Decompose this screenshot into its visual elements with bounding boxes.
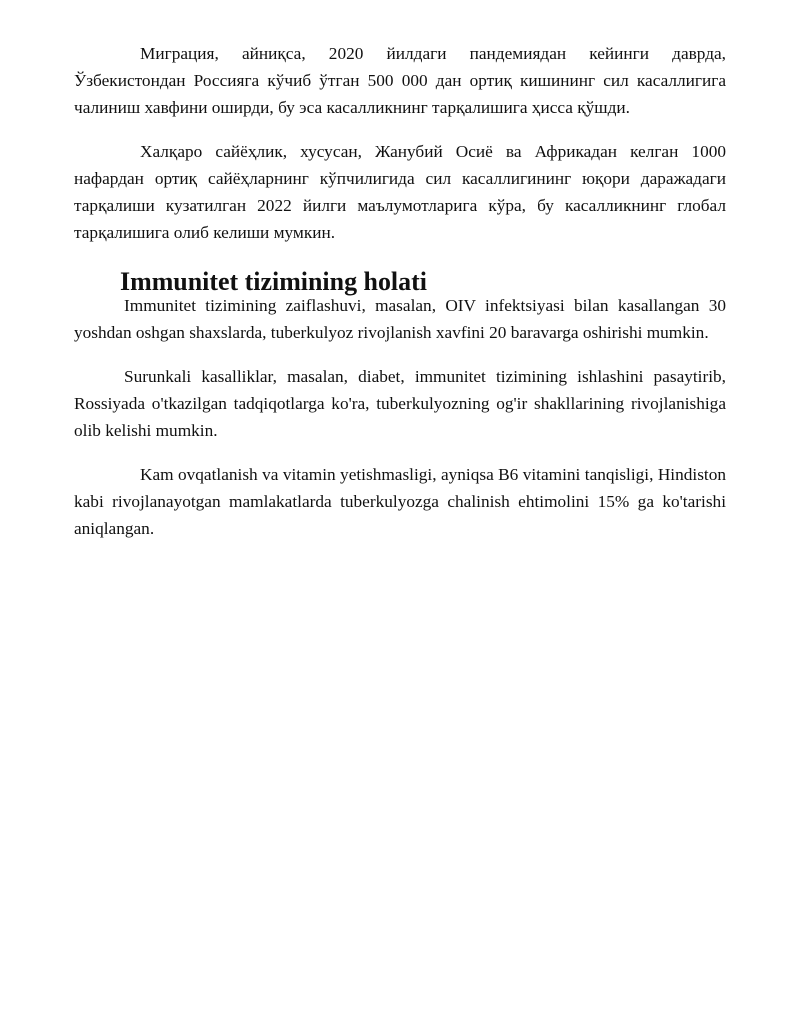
section-heading: Immunitet tizimining holati — [120, 267, 427, 296]
paragraph-immunity: Immunitet tizimining zaiflashuvi, masalan, OIV infektsiyasi bilan kasallangan 30 yoshdan oshgan shaxslarda, tuberkulyoz rivojlanish xavfini 20 baravarga oshirishi mumkin. — [74, 296, 726, 342]
paragraph-migration: Миграция, айниқса, 2020 йилдаги пандемиядан кейинги даврда, Ўзбекистондан Россияга кўчиб ўтган 500 000 дан ортиқ кишининг сил касаллигига чалиниш хавфини оширди, бу эса касалликнинг тарқалишига ҳисса қўшди. — [74, 44, 726, 117]
paragraph-spacer — [74, 121, 726, 138]
paragraph-spacer — [74, 444, 726, 461]
document-page — [74, 40, 726, 542]
paragraph-chronic-diseases: Surunkali kasalliklar, masalan, diabet, immunitet tizimining ishlashini pasaytirib, Rossiyada o'tkazilgan tadqiqotlarga ko'ra, tuberkulyozning og'ir shakllarining rivojlanishiga olib kelishi mumkin. — [74, 367, 726, 440]
paragraph-tourism: Халқаро сайёҳлик, хусусан, Жанубий Осиё ва Африкадан келган 1000 нафардан ортиқ сайёҳларнинг кўпчилигида сил касаллигининг юқори даражадаги тарқалиши кузатилган 2022 йилги маълумотларига кўра, бу касалликнинг глобал тарқалишига олиб келиши мумкин. — [74, 142, 726, 242]
paragraph-spacer — [74, 346, 726, 363]
paragraph-nutrition: Kam ovqatlanish va vitamin yetishmasligi, ayniqsa B6 vitamini tanqisligi, Hindiston kabi rivojlanayotgan mamlakatlarda tuberkulyozga chalinish ehtimolini 15% ga ko'tarishi aniqlangan. — [74, 465, 726, 538]
